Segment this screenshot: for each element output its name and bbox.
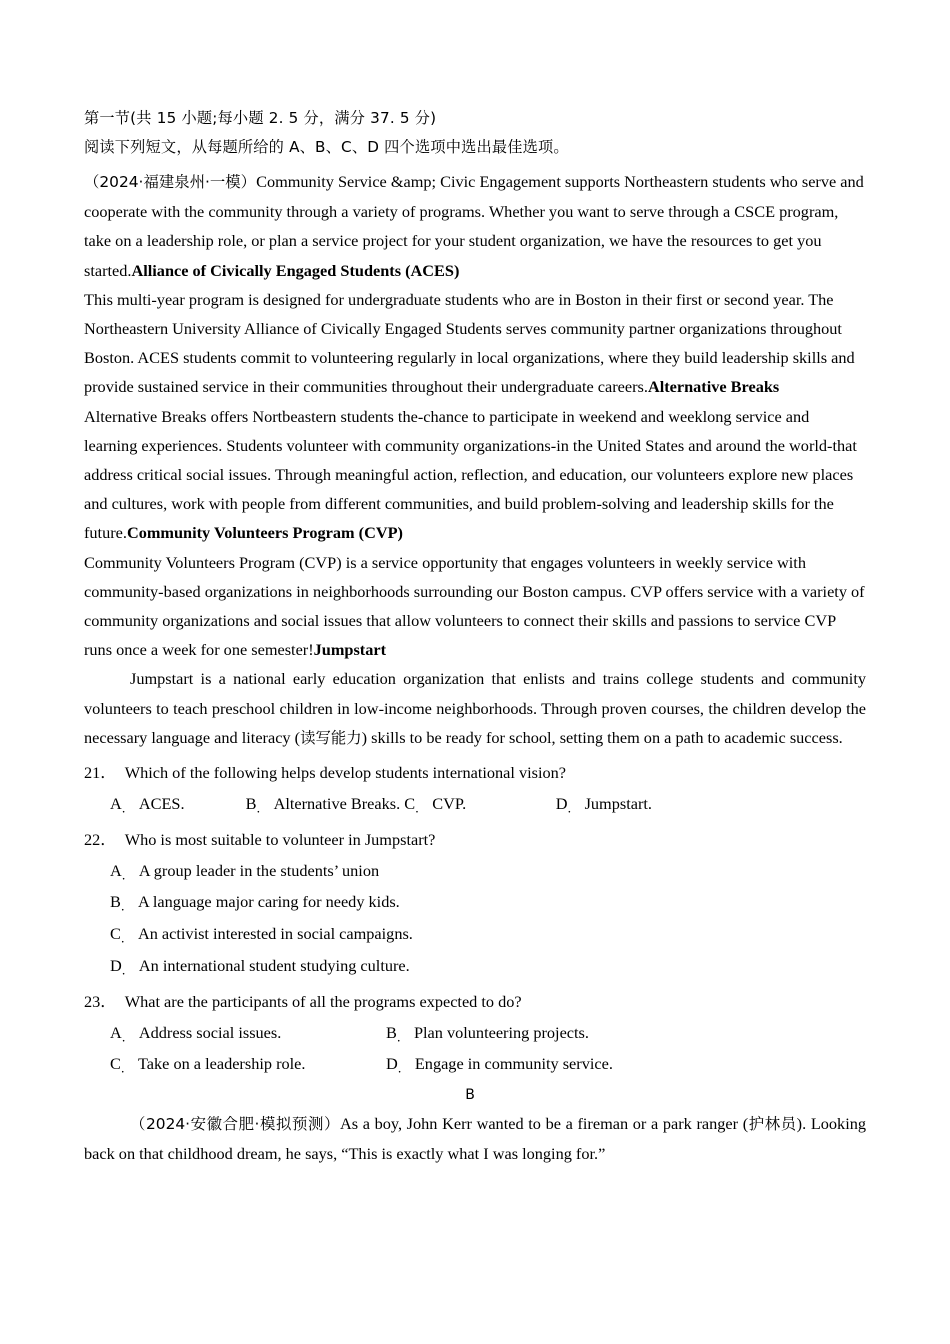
question-21-option-a[interactable] [110, 789, 185, 821]
passage-jumpstart-gloss: 读写能力 [300, 728, 362, 747]
passage-b-source-citation: （2024·安徽合肥·模拟预测） [130, 1115, 340, 1133]
question-21-options [84, 789, 866, 821]
program-heading-jumpstart: Jumpstart [313, 640, 387, 660]
option-separator: ． [415, 800, 428, 815]
passage-b-gloss: 护林员 [748, 1115, 797, 1133]
option-text: Plan volunteering projects. [413, 1022, 589, 1042]
option-letter: D [555, 793, 568, 813]
question-21-number: 21． [84, 763, 117, 783]
option-separator: ． [120, 1061, 133, 1076]
option-text: CVP. [432, 793, 467, 813]
option-letter: C [110, 1054, 121, 1074]
question-22-option-a[interactable] [110, 856, 866, 888]
option-text: ACES. [138, 793, 185, 813]
option-text: An activist interested in social campaigns. [137, 924, 413, 944]
option-text: Address social issues. [138, 1022, 282, 1042]
question-23-options-row-1 [110, 1018, 866, 1050]
passage-alternative-breaks-paragraph [84, 402, 866, 548]
question-22-stem: Who is most suitable to volunteer in Jumpstart? [124, 830, 436, 850]
question-23-options-row-2 [110, 1049, 866, 1081]
option-separator: ． [121, 1029, 134, 1044]
passage-jumpstart-text-part1: Jumpstart is a national early education organization that enlists and trains college students and community volunteers to teach preschool children in low-income neighborhoods. Through proven courses, the children develop the necessary language and literacy ( [84, 669, 866, 747]
passage-jumpstart-paragraph [84, 664, 866, 753]
option-text: Jumpstart. [584, 793, 652, 813]
option-separator: ． [121, 800, 134, 815]
option-separator: ． [396, 1029, 409, 1044]
question-23-option-a[interactable] [110, 1018, 386, 1050]
passage-intro-paragraph [84, 167, 866, 285]
option-separator: ． [397, 1061, 410, 1076]
program-heading-alternative-breaks: Alternative Breaks [647, 377, 780, 397]
passage-cvp-text: Community Volunteers Program (CVP) is a service opportunity that engages volunteers in weekly service with community-based organizations in neighborhoods surrounding our Boston campus. CVP offers service with a variety of community organizations and social issues that allow volunteers to connect their skills and passions to service CVP runs once a week for one semester! [84, 552, 865, 660]
question-22-option-d[interactable] [110, 951, 866, 983]
question-22 [84, 825, 866, 982]
program-heading-aces: Alliance of Civically Engaged Students (ACES) [131, 260, 460, 280]
option-text: Engage in community service. [414, 1054, 613, 1074]
question-23-option-d[interactable] [386, 1049, 613, 1081]
option-letter: B [110, 892, 121, 912]
question-22-number: 22． [84, 830, 117, 850]
option-letter: D [110, 955, 122, 975]
option-letter: B [245, 793, 257, 813]
option-separator: ． [120, 899, 133, 914]
question-23-options [84, 1018, 866, 1081]
passage-aces-paragraph [84, 285, 866, 402]
option-text: Alternative Breaks. [273, 793, 401, 813]
passage-b-marker: B [465, 1087, 475, 1103]
option-separator: ． [567, 800, 580, 815]
question-21 [84, 758, 866, 820]
question-21-stem: Which of the following helps develop students international vision? [124, 763, 567, 783]
option-separator: ． [120, 931, 133, 946]
section-instruction-line-1: 第一节(共 15 小题;每小题 2. 5 分，满分 37. 5 分) [84, 109, 437, 127]
passage-cvp-paragraph [84, 548, 866, 665]
question-21-option-c[interactable] [404, 789, 466, 821]
passage-alternative-breaks-text: Alternative Breaks offers Nortbeastern students the-chance to participate in weekend and weeklong service and learning experiences. Students volunteer with community organizations-in the United States and around the world-that address critical social issues. Through meaningful action, reflection, and education, our volunteers explore new places and cultures, work with people from different communities, and build problem-solving and leadership skills for the future. [84, 406, 857, 543]
question-22-option-b[interactable] [110, 887, 866, 919]
question-23-stem: What are the participants of all the programs expected to do? [124, 992, 522, 1012]
question-22-stem-line [84, 825, 866, 856]
question-23-number: 23． [84, 992, 117, 1012]
question-21-stem-line [84, 758, 866, 789]
question-23-option-b[interactable] [386, 1018, 589, 1050]
option-letter: C [404, 793, 416, 813]
option-separator: ． [256, 800, 269, 815]
option-separator: ． [121, 962, 134, 977]
program-heading-cvp: Community Volunteers Program (CVP) [126, 523, 403, 543]
question-22-options [84, 856, 866, 982]
question-23-stem-line [84, 987, 866, 1018]
question-22-option-c[interactable] [110, 919, 866, 951]
option-letter: C [110, 924, 121, 944]
section-instruction-line-2: 阅读下列短文，从每题所给的 A、B、C、D 四个选项中选出最佳选项。 [84, 138, 569, 156]
option-text: A language major caring for needy kids. [137, 892, 400, 912]
question-23-option-c[interactable] [110, 1049, 386, 1081]
document-body [84, 104, 866, 1168]
option-separator: ． [121, 867, 134, 882]
option-letter: D [386, 1054, 398, 1074]
option-letter: A [110, 1022, 122, 1042]
question-21-option-d[interactable] [556, 789, 652, 821]
passage-b-text-part2: ). Looking back on that childhood dream, he says, “This is exactly what I was longing for.” [84, 1114, 866, 1164]
passage-b-paragraph [84, 1109, 866, 1168]
passage-source-citation: （2024·福建泉州·一模） [84, 173, 257, 191]
option-letter: A [110, 860, 122, 880]
question-21-option-b[interactable] [246, 789, 401, 821]
option-letter: B [386, 1022, 397, 1042]
option-text: A group leader in the students’ union [138, 860, 380, 880]
option-text: An international student studying culture. [138, 955, 410, 975]
option-letter: A [110, 793, 122, 813]
passage-aces-text: This multi-year program is designed for undergraduate students who are in Boston in their first or second year. The Northeastern University Alliance of Civically Engaged Students serves community partner organizations throughout Boston. ACES students commit to volunteering regularly in local organizations, where they build leadership skills and provide sustained service in their communities throughout their undergraduate careers. [84, 289, 855, 397]
question-23 [84, 987, 866, 1081]
passage-jumpstart-text-part2: ) skills to be ready for school, setting them on a path to academic success. [361, 727, 843, 747]
option-text: Take on a leadership role. [137, 1054, 306, 1074]
passage-b-text-part1: As a boy, John Kerr wanted to be a fireman or a park ranger ( [339, 1114, 749, 1133]
passage-intro-text: Community Service &amp; Civic Engagement supports Northeastern students who serve and cooperate with the community through a variety of programs. Whether you want to serve through a CSCE program, take on a leadership role, or plan a service project for your student organization, we have the resources to get you started. [84, 172, 864, 280]
